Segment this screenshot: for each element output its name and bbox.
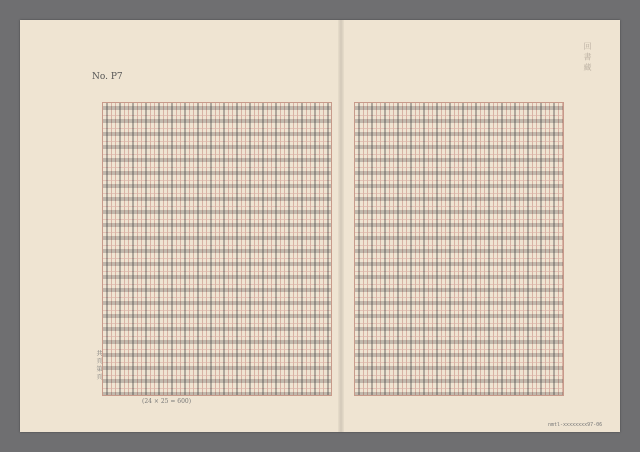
center-fold bbox=[338, 20, 344, 432]
handwritten-text-left bbox=[103, 103, 331, 395]
manuscript-grid-left bbox=[102, 102, 332, 396]
margin-note: 共 頁 第 頁 bbox=[95, 350, 102, 380]
archive-stamp: 回 書 藏 bbox=[583, 42, 592, 72]
sheet-format-code: (24 × 25 = 600) bbox=[142, 398, 192, 405]
manuscript-sheet bbox=[20, 20, 620, 432]
catalog-code: nmtl-xxxxxxxx97-06 bbox=[548, 422, 603, 428]
handwritten-text-right bbox=[355, 103, 563, 395]
manuscript-grid-right bbox=[354, 102, 564, 396]
page-number: No. P7 bbox=[92, 72, 123, 82]
